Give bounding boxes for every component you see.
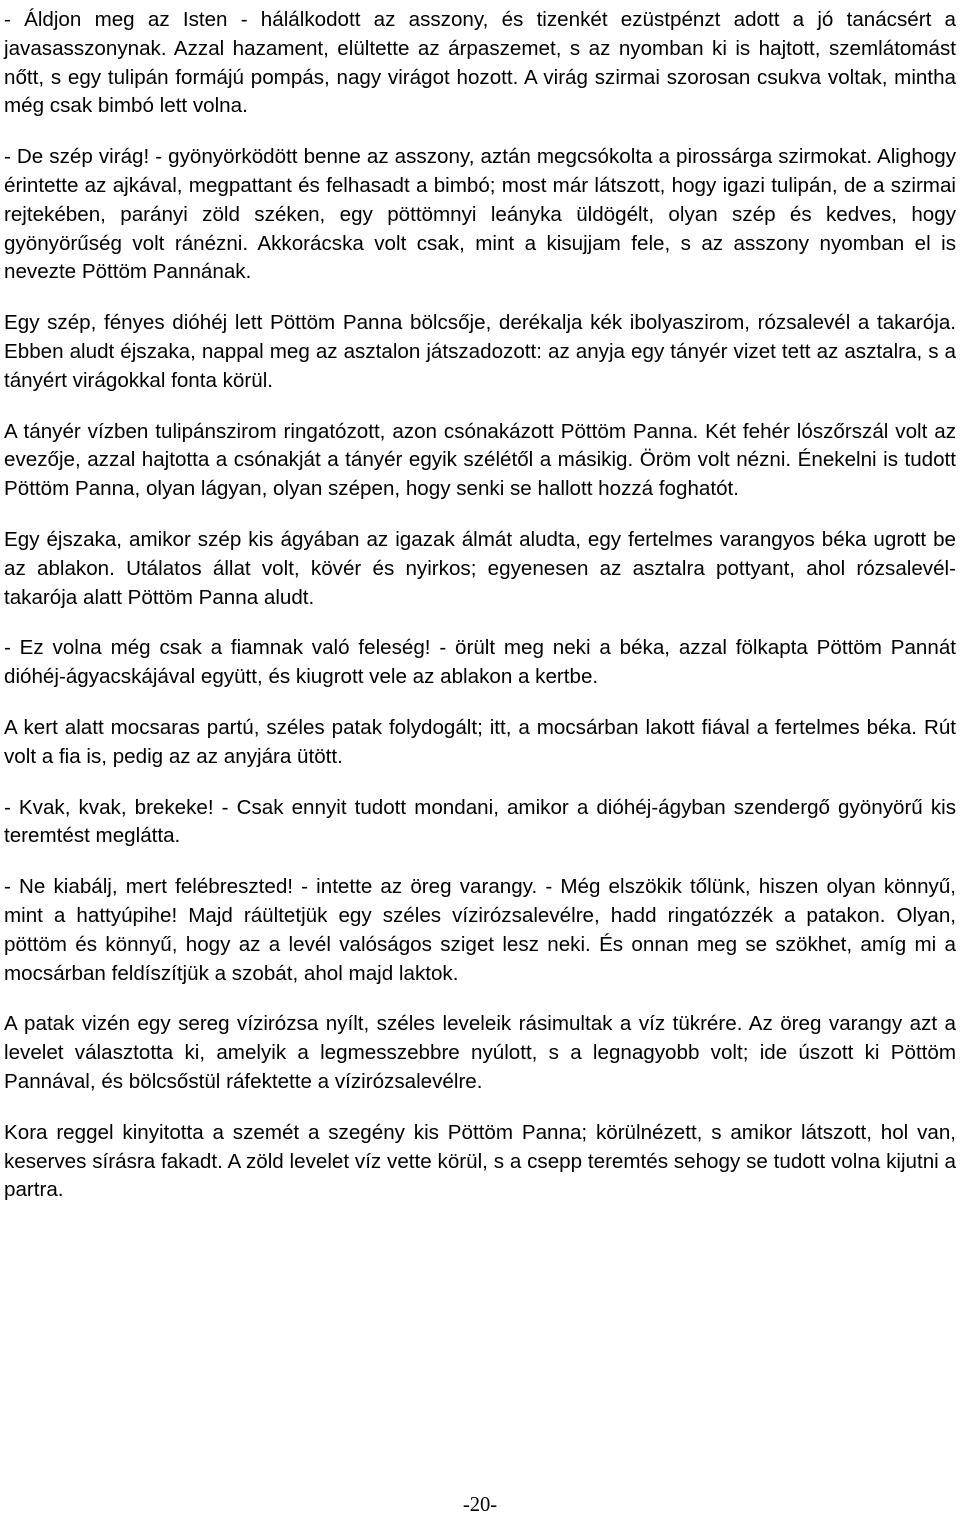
paragraph: - Ez volna még csak a fiamnak való feleség! - örült meg neki a béka, azzal fölkapta Pöttöm Pannát dióhéj-ágyacskájával együtt, és kiugrott vele az ablakon a kertbe. bbox=[4, 636, 956, 689]
paragraph: A tányér vízben tulipánszirom ringatózott, azon csónakázott Pöttöm Panna. Két fehér lószőrszál volt az evezője, azzal hajtotta a csónakját a tányér egyik szélétől a másikig. Öröm volt nézni. Énekelni is tudott Pöttöm Panna, olyan lágyan, olyan szépen, hogy senki se hallott hozzá foghatót. bbox=[4, 419, 956, 501]
paragraph: - Ne kiabálj, mert felébreszted! - intette az öreg varangy. - Még elszökik tőlünk, hiszen olyan könnyű, mint a hattyúpihe! Majd ráültetjük egy széles vízirózsalevélre, hadd ringatózzék a patakon. Olyan, pöttöm és könnyű, hogy az a levél valóságos sziget lesz neki. És onnan meg se szökhet, amíg mi a mocsárban feldíszítjük a szobát, ahol majd laktok. bbox=[4, 875, 956, 985]
paragraph: - Kvak, kvak, brekeke! - Csak ennyit tudott mondani, amikor a dióhéj-ágyban szendergő gyönyörű kis teremtést meglátta. bbox=[4, 795, 956, 848]
paragraph: Egy éjszaka, amikor szép kis ágyában az igazak álmát aludta, egy fertelmes varangyos béka ugrott be az ablakon. Utálatos állat volt, kövér és nyirkos; egyenesen az asztalra pottyant, ahol rózsalevél-takarója alatt Pöttöm Panna aludt. bbox=[4, 527, 956, 609]
page-number: -20- bbox=[462, 1494, 498, 1516]
paragraph: - Áldjon meg az Isten - hálálkodott az asszony, és tizenkét ezüstpénzt adott a jó tanácsért a javasasszonynak. Azzal hazament, elültette az árpaszemet, s az nyomban ki is hajtott, szemlátomást nőtt, s egy tulipán formájú pompás, nagy virágot hozott. A virág szirmai szorosan csukva voltak, mintha még csak bimbó lett volna. bbox=[4, 8, 956, 118]
paragraph: A kert alatt mocsaras partú, széles patak folydogált; itt, a mocsárban lakott fiával a fertelmes béka. Rút volt a fia is, pedig az az anyjára ütött. bbox=[4, 715, 956, 768]
paragraph: A patak vizén egy sereg vízirózsa nyílt, széles leveleik rásimultak a víz tükrére. Az öreg varangy azt a levelet választotta ki, amelyik a legmesszebbre nyúlott, s a legnagyobb volt; ide úszott ki Pöttöm Pannával, és bölcsőstül ráfektette a vízirózsalevélre. bbox=[4, 1012, 956, 1093]
paragraph: - De szép virág! - gyönyörködött benne az asszony, aztán megcsókolta a pirossárga szirmokat. Alighogy érintette az ajkával, megpattant és felhasadt a bimbó; most már látszott, hogy igazi tulipán, de a szirmai rejtekében, parányi zöld széken, egy pöttömnyi leányka üldögélt, olyan szép és kedves, hogy gyönyörűség volt ránézni. Akkorácska volt csak, mint a kisujjam fele, s az asszony nyomban el is nevezte Pöttöm Pannának. bbox=[4, 145, 956, 284]
document-page bbox=[4, 6, 956, 1227]
paragraph: Kora reggel kinyitotta a szemét a szegény kis Pöttöm Panna; körülnézett, s amikor látszott, hol van, keserves sírásra fakadt. A zöld levelet víz vette körül, s a csepp teremtés sehogy se tudott volna kijutni a partra. bbox=[4, 1120, 956, 1202]
paragraph: Egy szép, fényes dióhéj lett Pöttöm Panna bölcsője, derékalja kék ibolyaszirom, rózsalevél a takarója. Ebben aludt éjszaka, nappal meg az asztalon játszadozott: az anyja egy tányér vizet tett az asztalra, s a tányért virágokkal fonta körül. bbox=[4, 311, 956, 392]
